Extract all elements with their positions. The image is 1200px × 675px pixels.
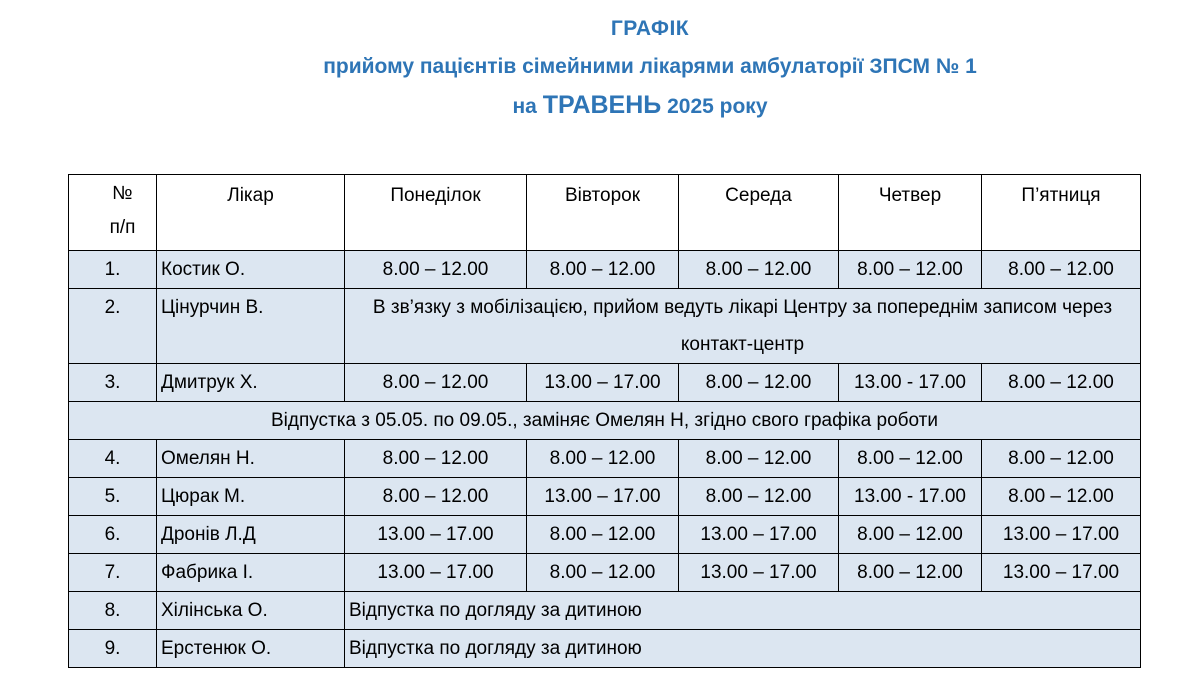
table-row <box>69 251 1141 289</box>
row-num: 5. <box>69 478 157 516</box>
row-num: 4. <box>69 440 157 478</box>
vacation-row <box>69 402 1141 440</box>
row-doctor: Цінурчин В. <box>157 289 345 364</box>
row-doctor: Цюрак М. <box>157 478 345 516</box>
header-wednesday: Середа <box>679 175 839 251</box>
row-wednesday: 8.00 – 12.00 <box>679 251 839 289</box>
table-row <box>69 592 1141 630</box>
table-row <box>69 516 1141 554</box>
row-monday: 8.00 – 12.00 <box>345 364 527 402</box>
title-subheading: прийому пацієнтів сімейними лікарями амбулаторії ЗПСМ № 1 <box>323 55 977 78</box>
header-tuesday: Вівторок <box>527 175 679 251</box>
row-doctor: Омелян Н. <box>157 440 345 478</box>
row-friday: 13.00 – 17.00 <box>982 554 1141 592</box>
schedule-table <box>68 174 1141 668</box>
table-header-row <box>69 175 1141 251</box>
row-tuesday: 8.00 – 12.00 <box>527 554 679 592</box>
row-num: 6. <box>69 516 157 554</box>
row-monday: 8.00 – 12.00 <box>345 440 527 478</box>
row-friday: 8.00 – 12.00 <box>982 364 1141 402</box>
row-doctor: Дмитрук Х. <box>157 364 345 402</box>
table-row <box>69 554 1141 592</box>
row-thursday: 8.00 – 12.00 <box>839 251 982 289</box>
row-monday: 13.00 – 17.00 <box>345 554 527 592</box>
title-period <box>80 86 1200 126</box>
row-doctor: Ерстенюк О. <box>157 630 345 668</box>
title-heading: ГРАФІК <box>610 17 690 40</box>
row-tuesday: 13.00 – 17.00 <box>527 478 679 516</box>
row-num: 1. <box>69 251 157 289</box>
table-row <box>69 630 1141 668</box>
parental-leave-note: Відпустка по догляду за дитиною <box>345 630 1141 668</box>
header-num <box>69 175 157 251</box>
row-wednesday: 13.00 – 17.00 <box>679 516 839 554</box>
row-friday: 8.00 – 12.00 <box>982 251 1141 289</box>
row-monday: 8.00 – 12.00 <box>345 478 527 516</box>
table-row <box>69 440 1141 478</box>
title-period-prefix: на <box>512 95 543 118</box>
row-doctor: Дронів Л.Д <box>157 516 345 554</box>
header-num-line2: п/п <box>109 217 136 238</box>
header-thursday: Четвер <box>839 175 982 251</box>
row-wednesday: 8.00 – 12.00 <box>679 364 839 402</box>
row-tuesday: 8.00 – 12.00 <box>527 251 679 289</box>
table-row <box>69 289 1141 364</box>
table-row <box>69 478 1141 516</box>
header-friday: П’ятниця <box>982 175 1141 251</box>
row-num: 7. <box>69 554 157 592</box>
row-num: 3. <box>69 364 157 402</box>
row-friday: 8.00 – 12.00 <box>982 440 1141 478</box>
row-thursday: 8.00 – 12.00 <box>839 554 982 592</box>
row-doctor: Фабрика І. <box>157 554 345 592</box>
parental-leave-note: Відпустка по догляду за дитиною <box>345 592 1141 630</box>
row-num: 8. <box>69 592 157 630</box>
header-num-line1: № <box>112 183 133 204</box>
row-monday: 8.00 – 12.00 <box>345 251 527 289</box>
row-thursday: 13.00 - 17.00 <box>839 478 982 516</box>
row-doctor: Хілінська О. <box>157 592 345 630</box>
row-thursday: 8.00 – 12.00 <box>839 440 982 478</box>
header-monday: Понеділок <box>345 175 527 251</box>
row-tuesday: 8.00 – 12.00 <box>527 440 679 478</box>
row-monday: 13.00 – 17.00 <box>345 516 527 554</box>
row-num: 2. <box>69 289 157 364</box>
row-num: 9. <box>69 630 157 668</box>
mobilization-note: В зв’язку з мобілізацією, прийом ведуть лікарі Центру за попереднім записом через контакт-центр <box>345 289 1141 364</box>
row-tuesday: 8.00 – 12.00 <box>527 516 679 554</box>
document-title <box>0 10 1200 126</box>
title-period-month: ТРАВЕНЬ <box>542 91 662 119</box>
row-friday: 13.00 – 17.00 <box>982 516 1141 554</box>
row-thursday: 13.00 - 17.00 <box>839 364 982 402</box>
row-wednesday: 8.00 – 12.00 <box>679 478 839 516</box>
table-row <box>69 364 1141 402</box>
row-doctor: Костик О. <box>157 251 345 289</box>
row-wednesday: 13.00 – 17.00 <box>679 554 839 592</box>
row-wednesday: 8.00 – 12.00 <box>679 440 839 478</box>
row-thursday: 8.00 – 12.00 <box>839 516 982 554</box>
row-tuesday: 13.00 – 17.00 <box>527 364 679 402</box>
title-period-suffix: 2025 року <box>661 95 768 118</box>
header-doctor: Лікар <box>157 175 345 251</box>
row-friday: 8.00 – 12.00 <box>982 478 1141 516</box>
vacation-note: Відпустка з 05.05. по 09.05., заміняє Омелян Н, згідно свого графіка роботи <box>69 402 1141 440</box>
